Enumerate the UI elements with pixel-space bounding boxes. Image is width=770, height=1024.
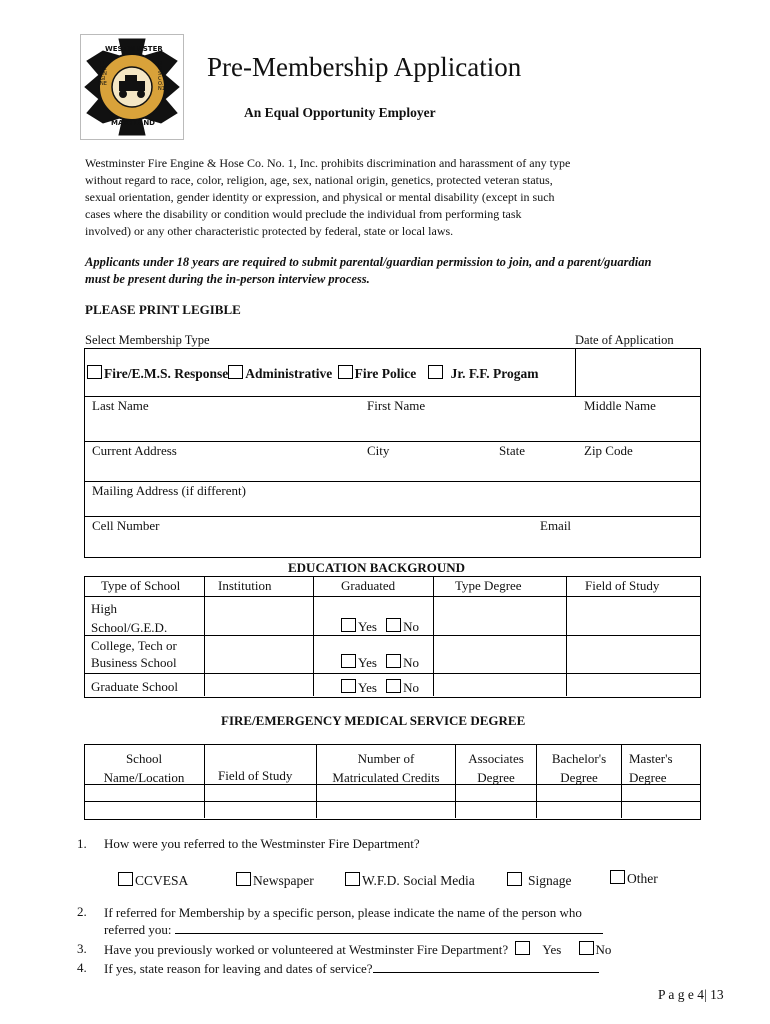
q2-text — [104, 904, 603, 938]
checkbox[interactable] — [515, 941, 530, 955]
policy-line: without regard to race, color, religion, age, sex, national origin, genetics, protected veteran status, — [85, 173, 553, 187]
q3-yes[interactable] — [515, 942, 561, 957]
fire-col-masters — [629, 749, 673, 787]
graduated-no[interactable] — [386, 619, 419, 634]
yes-label: Yes — [358, 655, 377, 670]
membership-type-label: Select Membership Type — [85, 333, 210, 347]
last-name-field[interactable]: Last Name — [92, 398, 149, 413]
checkbox[interactable] — [87, 365, 102, 379]
checkbox[interactable] — [338, 365, 353, 379]
logo-bottom-text: MARYLAND — [110, 119, 155, 127]
print-notice: PLEASE PRINT LEGIBLE — [85, 302, 241, 317]
col-line: Name/Location — [103, 770, 185, 785]
q3-no[interactable] — [579, 942, 612, 957]
no-label: No — [403, 619, 420, 634]
company-logo — [80, 34, 184, 140]
checkbox[interactable] — [610, 870, 625, 884]
zip-field[interactable]: Zip Code — [584, 443, 633, 458]
edu-row-type — [91, 599, 167, 637]
option-label: Administrative — [245, 366, 333, 381]
referral-signage[interactable] — [507, 872, 572, 889]
graduated-yes-no — [341, 618, 419, 635]
checkbox[interactable] — [341, 654, 356, 668]
checkbox[interactable] — [341, 618, 356, 632]
checkbox[interactable] — [386, 679, 401, 693]
logo-left-text: FIRE ENGINE — [100, 61, 107, 87]
policy-line: involved) or any other characteristic protected by federal, state or local laws. — [85, 224, 454, 238]
no-label: No — [403, 655, 420, 670]
row-type-line: School/G.E.D. — [91, 620, 168, 635]
fire-col-school — [86, 749, 202, 787]
policy-line: sexual orientation, gender identity or expression, and physical or mental disability (except in such — [85, 190, 555, 204]
edu-row-type — [91, 637, 177, 671]
graduated-yes[interactable] — [341, 655, 377, 670]
referral-social-media[interactable] — [345, 872, 475, 889]
middle-name-field[interactable]: Middle Name — [584, 398, 656, 413]
fire-col-field: Field of Study — [218, 768, 293, 783]
q4-text — [104, 960, 599, 977]
mailing-address-field[interactable]: Mailing Address (if different) — [92, 483, 246, 498]
yes-label: Yes — [542, 942, 562, 957]
yes-label: Yes — [358, 619, 377, 634]
col-line: Matriculated Credits — [332, 770, 440, 785]
q2-number: 2. — [77, 904, 87, 919]
logo-top-text: WESTMINSTER — [105, 45, 163, 53]
col-line: Degree — [477, 770, 515, 785]
q2-line: referred you: — [104, 922, 172, 937]
row-type-line: High — [91, 601, 117, 616]
checkbox[interactable] — [236, 872, 251, 886]
row-type-line: Business School — [91, 655, 177, 670]
checkbox[interactable] — [428, 365, 443, 379]
page-label: P a g e — [658, 987, 694, 1002]
checkbox[interactable] — [386, 654, 401, 668]
checkbox[interactable] — [386, 618, 401, 632]
checkbox[interactable] — [507, 872, 522, 886]
graduated-yes-no — [341, 654, 419, 671]
policy-line: Westminster Fire Engine & Hose Co. No. 1, Inc. prohibits discrimination and harassment of any type — [85, 156, 571, 170]
minor-notice — [85, 254, 745, 288]
no-label: No — [403, 680, 420, 695]
referral-ccvesa[interactable] — [118, 872, 188, 889]
col-line: Bachelor's — [551, 751, 607, 766]
city-field[interactable]: City — [367, 443, 390, 458]
cell-number-field[interactable]: Cell Number — [92, 518, 160, 533]
yes-label: Yes — [358, 680, 377, 695]
checkbox[interactable] — [118, 872, 133, 886]
edu-col-institution: Institution — [218, 578, 272, 593]
graduated-yes[interactable] — [341, 680, 377, 695]
edu-row-type: Graduate School — [91, 679, 179, 694]
option-label: W.F.D. Social Media — [362, 873, 475, 888]
membership-option-fire-police[interactable] — [338, 366, 417, 381]
col-line: Master's — [629, 751, 673, 766]
edu-col-type-degree: Type Degree — [455, 578, 522, 593]
referral-options — [118, 872, 698, 892]
col-line: Degree — [560, 770, 598, 785]
page-current: 4 — [697, 987, 704, 1002]
edu-col-graduated: Graduated — [341, 578, 396, 593]
logo-right-text: HOSE CO. N1 — [158, 61, 165, 92]
no-label: No — [595, 942, 612, 957]
referral-newspaper[interactable] — [236, 872, 314, 889]
fire-col-bachelors — [538, 749, 620, 787]
checkbox[interactable] — [341, 679, 356, 693]
fire-col-associates — [457, 749, 535, 787]
referrer-name-input[interactable] — [175, 921, 603, 934]
col-line: School — [125, 751, 163, 766]
graduated-no[interactable] — [386, 655, 419, 670]
q3-number: 3. — [77, 941, 87, 956]
q1-number: 1. — [77, 836, 87, 851]
membership-option-jr-ff[interactable] — [428, 366, 539, 381]
date-of-application-label: Date of Application — [575, 333, 674, 347]
membership-option-fire-ems[interactable] — [87, 366, 228, 381]
option-label: Other — [627, 871, 658, 886]
page-total: 13 — [710, 987, 724, 1002]
option-label: Signage — [528, 873, 572, 888]
minor-notice-line: Applicants under 18 years are required to submit parental/guardian permission to join, and a parent/guardian — [85, 255, 652, 269]
row-type-line: College, Tech or — [91, 638, 177, 653]
policy-line: cases where the disability or condition would preclude the individual from performing task — [85, 207, 522, 221]
first-name-field[interactable]: First Name — [367, 398, 426, 413]
option-label: Fire/E.M.S. Response — [104, 366, 229, 381]
graduated-yes-no — [341, 679, 419, 696]
col-line: Number of — [357, 751, 415, 766]
education-heading: EDUCATION BACKGROUND — [288, 560, 466, 575]
graduated-yes[interactable] — [341, 619, 377, 634]
checkbox[interactable] — [579, 941, 594, 955]
fire-degree-heading: FIRE/EMERGENCY MEDICAL SERVICE DEGREE — [221, 713, 526, 728]
state-field[interactable]: State — [499, 443, 525, 458]
q1-text: How were you referred to the Westminster Fire Department? — [104, 836, 420, 851]
option-label: Jr. F.F. Progam — [450, 366, 539, 381]
referral-other[interactable] — [610, 870, 658, 887]
col-line: Associates — [468, 751, 524, 766]
graduated-no[interactable] — [386, 680, 419, 695]
q4-label: If yes, state reason for leaving and dates of service? — [104, 961, 373, 976]
fire-col-credits — [318, 749, 454, 787]
q2-line: If referred for Membership by a specific person, please indicate the name of the person who — [104, 905, 582, 920]
option-label: Newspaper — [253, 873, 314, 888]
page-subtitle: An Equal Opportunity Employer — [244, 105, 436, 120]
q4-number: 4. — [77, 960, 87, 975]
edu-col-field: Field of Study — [585, 578, 660, 593]
page-number — [658, 987, 724, 1003]
edu-col-type: Type of School — [101, 578, 181, 593]
option-label: Fire Police — [354, 366, 417, 381]
page-separator: | — [704, 987, 707, 1002]
current-address-field[interactable]: Current Address — [92, 443, 177, 458]
checkbox[interactable] — [345, 872, 360, 886]
page-title: Pre-Membership Application — [207, 52, 522, 82]
policy-paragraph — [85, 155, 725, 240]
membership-option-administrative[interactable] — [228, 366, 332, 381]
q3-text — [104, 941, 611, 958]
leaving-reason-input[interactable] — [373, 960, 599, 973]
col-line: Degree — [629, 770, 667, 785]
option-label: CCVESA — [135, 873, 189, 888]
email-field[interactable]: Email — [540, 518, 572, 533]
q3-label: Have you previously worked or volunteered at Westminster Fire Department? — [104, 942, 509, 957]
membership-options — [87, 365, 538, 382]
checkbox[interactable] — [228, 365, 243, 379]
minor-notice-line: must be present during the in-person interview process. — [85, 272, 370, 286]
